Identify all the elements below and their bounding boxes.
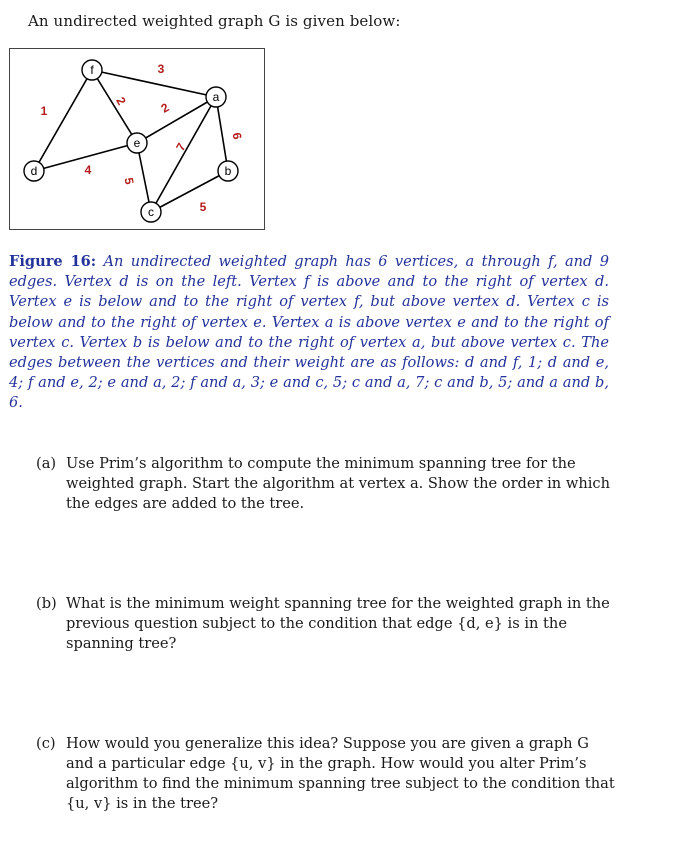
- weight-e-c: 5: [121, 176, 137, 186]
- question-b-label: (b): [36, 595, 57, 612]
- edge-a-b: [216, 97, 228, 171]
- vertex-a-label: a: [212, 90, 220, 104]
- question-b-text: What is the minimum weight spanning tree for the weighted graph in the previous question subject to the condition that edge {d, e} is in the spanning tree?: [66, 595, 610, 652]
- question-a: [36, 454, 616, 514]
- question-a-label: (a): [36, 455, 57, 472]
- weight-f-a: 3: [157, 62, 165, 76]
- weight-c-b: 5: [199, 200, 207, 214]
- vertex-b-label: b: [224, 164, 232, 178]
- figure-caption: [9, 252, 609, 414]
- edge-d-f: [34, 70, 92, 171]
- intro-text: An undirected weighted graph G is given below:: [28, 12, 401, 30]
- question-b: [36, 594, 616, 654]
- weight-a-b: 6: [229, 131, 245, 141]
- vertex-d-label: d: [30, 164, 38, 178]
- weight-e-a: 2: [158, 100, 172, 116]
- graph-svg: [10, 49, 266, 231]
- graph-figure: [9, 48, 265, 230]
- edge-e-a: [137, 97, 216, 143]
- question-c-label: (c): [36, 735, 56, 752]
- vertex-c-label: c: [148, 205, 154, 219]
- question-a-text: Use Prim’s algorithm to compute the minimum spanning tree for the weighted graph. Start the algorithm at vertex a. Show the order in which the edges are added to the tree.: [66, 455, 610, 512]
- caption-label: Figure 16:: [9, 253, 97, 270]
- question-c-text: How would you generalize this idea? Suppose you are given a graph G and a particular edge {u, v} in the graph. How would you alter Prim’s algorithm to find the minimum spanning tree subject to the condition that {u, v} is in the tree?: [66, 735, 615, 812]
- edge-f-a: [92, 70, 216, 97]
- caption-text: An undirected weighted graph has 6 vertices, a through f, and 9 edges. Vertex d is on the left. Vertex f is above and to the right of vertex d. Vertex e is below and to the right of vertex f, but above vertex d. Vertex c is below and to the right of vertex e. Vertex a is above vertex e and to the right of vertex c. Vertex b is below and to the right of vertex a, but above vertex c. The edges between the vertices and their weight are as follows: d and f, 1; d and e, 4; f and e, 2; e and a, 2; f and a, 3; e and c, 5; c and a, 7; c and b, 5; and a and b, 6.: [9, 253, 610, 412]
- weight-d-e: 4: [84, 163, 92, 177]
- weight-f-e: 2: [113, 94, 129, 108]
- weight-d-f: 1: [40, 104, 48, 118]
- vertex-e-label: e: [133, 136, 141, 150]
- question-c: [36, 734, 616, 814]
- edge-f-e: [92, 70, 137, 143]
- weight-c-a: 7: [173, 140, 189, 154]
- vertex-f-label: f: [90, 63, 94, 77]
